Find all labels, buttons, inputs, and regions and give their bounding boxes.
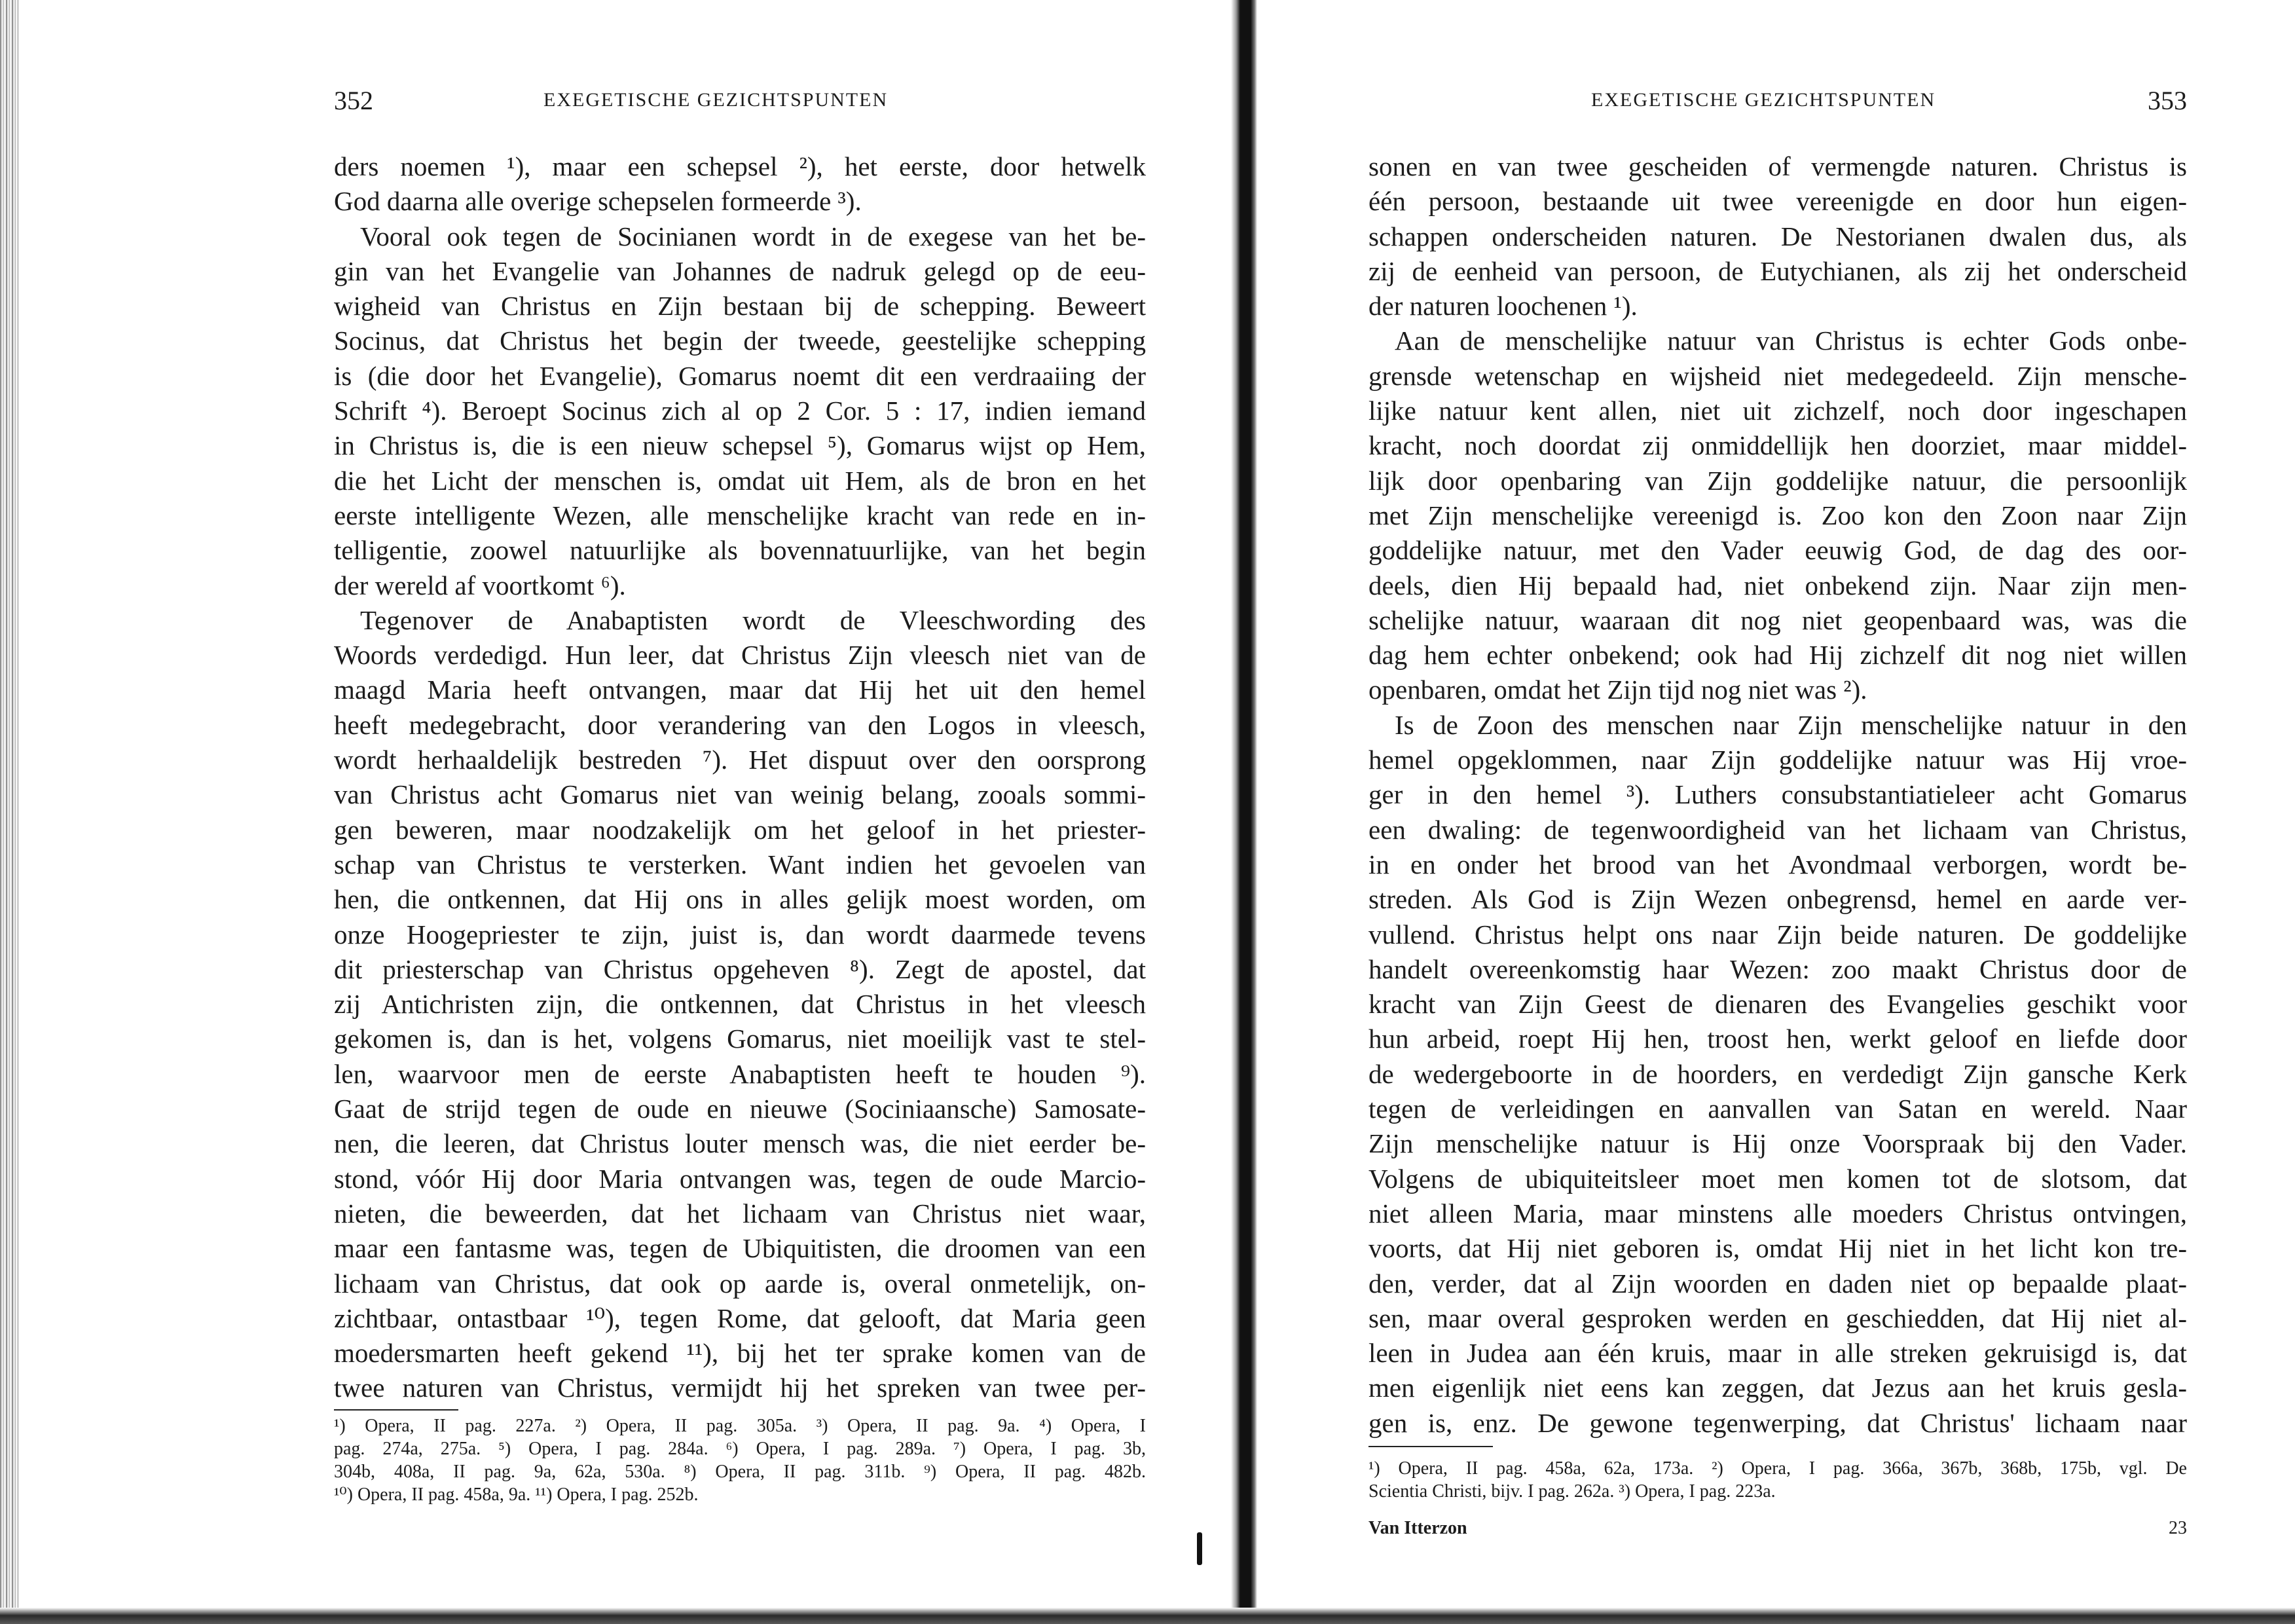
running-title-right: EXEGETISCHE GEZICHTSPUNTEN (1591, 89, 1936, 111)
running-head-right (1368, 85, 2187, 124)
right-footnotes (1368, 1457, 2187, 1503)
text-line: twee naturen van Christus, vermijdt hij het spreken van twee per- (334, 1373, 1146, 1403)
text-line: lichaam van Christus, dat ook op aarde is, overal onmetelijk, on- (334, 1268, 1146, 1299)
text-line: voorts, dat Hij niet geboren is, omdat Hij niet in het licht kon tre- (1368, 1233, 2187, 1264)
text-line: hun arbeid, roept Hij hen, troost hen, werkt geloof en liefde door (1368, 1024, 2187, 1054)
text-line: dag hem echter onbekend; ook had Hij zichzelf dit nog niet willen (1368, 640, 2187, 671)
footnote-line: ¹) Opera, II pag. 458a, 62a, 173a. ²) Opera, I pag. 366a, 367b, 368b, 175b, vgl. De (1368, 1458, 2187, 1479)
text-line: tegen de verleidingen en aanvallen van Satan en wereld. Naar (1368, 1094, 2187, 1124)
text-line: schelijke natuur, waaraan dit nog niet geopenbaard was, was die (1368, 604, 2187, 635)
text-line: wigheid van Christus en Zijn bestaan bij de schepping. Beweert (334, 291, 1146, 322)
text-line: maagd Maria heeft ontvangen, maar dat Hij het uit den hemel (334, 674, 1146, 705)
ink-mark (1197, 1532, 1202, 1565)
text-line: kracht van Zijn Geest de dienaren des Evangelies geschikt voor (1368, 989, 2187, 1020)
left-footnotes (334, 1414, 1146, 1506)
text-line: den, verder, dat al Zijn woorden en daden niet op bepaalde plaat- (1368, 1268, 2187, 1299)
running-title-left: EXEGETISCHE GEZICHTSPUNTEN (543, 89, 889, 111)
text-line: God daarna alle overige schepselen formeerde ³). (334, 186, 862, 217)
text-line: zij de eenheid van persoon, de Eutychianen, als zij het onderscheid (1368, 255, 2187, 286)
text-line: hemel opgeklommen, naar Zijn goddelijke natuur was Hij vroe- (1368, 745, 2187, 775)
signature-number: 23 (2169, 1518, 2187, 1538)
text-line: de wedergeboorte in de hoorders, en verdedigt Zijn gansche Kerk (1368, 1058, 2187, 1089)
text-line: stond, vóór Hij door Maria ontvangen was, tegen de oude Marcio- (334, 1163, 1146, 1194)
text-line: eerste intelligente Wezen, alle menschelijke kracht van rede en in- (334, 500, 1146, 530)
text-line: wordt herhaaldelijk bestreden ⁷). Het dispuut over den oorsprong (334, 745, 1146, 775)
text-line: zichtbaar, ontastbaar ¹⁰), tegen Rome, dat gelooft, dat Maria geen (334, 1302, 1146, 1333)
page-number-left: 352 (334, 86, 373, 115)
text-line: schappen onderscheiden naturen. De Nestorianen dwalen dus, als (1368, 221, 2187, 251)
text-line: die het Licht der menschen is, omdat uit Hem, als de bron en het (334, 465, 1146, 496)
text-line: gin van het Evangelie van Johannes de nadruk gelegd op de eeu- (334, 255, 1146, 286)
text-line: Vooral ook tegen de Socinianen wordt in de exegese van het be- (360, 221, 1146, 251)
text-line: is (die door het Evangelie), Gomarus noemt dit een verdraaiing der (334, 360, 1146, 391)
text-line: een dwaling: de tegenwoordigheid van het lichaam van Christus, (1368, 814, 2187, 845)
text-line: in Christus is, die is een nieuw schepsel ⁵), Gomarus wijst op Hem, (334, 430, 1146, 461)
text-line: niet alleen Maria, maar minstens alle moeders Christus ontvingen, (1368, 1198, 2187, 1228)
text-line: nieten, die beweerden, dat het lichaam van Christus niet waar, (334, 1198, 1146, 1228)
left-page (314, 0, 1146, 1598)
text-line: len, waarvoor men de eerste Anabaptisten heeft te houden ⁹). (334, 1058, 1146, 1089)
text-line: streden. Als God is Zijn Wezen onbegrensd, hemel en aarde ver- (1368, 884, 2187, 915)
text-line: Tegenover de Anabaptisten wordt de Vleeschwording des (360, 604, 1146, 635)
text-line: schap van Christus te versterken. Want indien het gevoelen van (334, 849, 1146, 879)
text-line: Socinus, dat Christus het begin der tweede, geestelijke schepping (334, 325, 1146, 356)
text-line: gekomen is, dan is het, volgens Gomarus, niet moeilijk vast te stel- (334, 1024, 1146, 1054)
signature-mark: Van Itterzon (1368, 1518, 1467, 1538)
text-line: dit priesterschap van Christus opgeheven ⁸). Zegt de apostel, dat (334, 953, 1146, 984)
text-line: ger in den hemel ³). Luthers consubstantiatieleer acht Gomarus (1368, 779, 2187, 810)
text-line: kracht, noch doordat zij onmiddellijk hen doorziet, maar middel- (1368, 430, 2187, 461)
text-line: ders noemen ¹), maar een schepsel ²), het eerste, door hetwelk (334, 151, 1146, 181)
text-line: sen, maar overal gesproken werden en geschiedden, dat Hij niet al- (1368, 1302, 2187, 1333)
text-line: Woords verdedigd. Hun leer, dat Christus Zijn vleesch niet van de (334, 640, 1146, 671)
text-line: goddelijke natuur, met den Vader eeuwig God, de dag des oor- (1368, 535, 2187, 566)
text-line: deels, dien Hij bepaald had, niet onbekend zijn. Naar zijn men- (1368, 570, 2187, 600)
text-line: Volgens de ubiquiteitsleer moet men komen tot de slotsom, dat (1368, 1163, 2187, 1194)
text-line: met Zijn menschelijke vereenigd is. Zoo kon den Zoon naar Zijn (1368, 500, 2187, 530)
text-line: heeft medegebracht, door verandering van den Logos in vleesch, (334, 709, 1146, 740)
text-line: moedersmarten heeft gekend ¹¹), bij het ter sprake komen van de (334, 1338, 1146, 1369)
right-body-text (1368, 149, 2187, 1441)
right-page (1368, 0, 2187, 1598)
footnote-line: Scientia Christi, bijv. I pag. 262a. ³) Opera, I pag. 223a. (1368, 1481, 1776, 1502)
text-line: handelt overeenkomstig haar Wezen: zoo maakt Christus door de (1368, 953, 2187, 984)
text-line: nen, die leeren, dat Christus louter mensch was, die niet eerder be- (334, 1128, 1146, 1159)
text-line: gen beweren, maar noodzakelijk om het geloof in het priester- (334, 814, 1146, 845)
page-edge-bottom (0, 1608, 2295, 1624)
text-line: leen in Judea aan één kruis, maar in alle streken gekruisigd is, dat (1368, 1338, 2187, 1369)
text-line: openbaren, omdat het Zijn tijd nog niet was ²). (1368, 674, 1867, 705)
book-gutter (1231, 0, 1257, 1624)
left-body-text (334, 149, 1146, 1406)
text-line: hen, die ontkennen, dat Hij ons in alles gelijk moest worden, om (334, 884, 1146, 915)
footnote-rule-right (1368, 1446, 1493, 1447)
page-number-right: 353 (2148, 86, 2187, 115)
running-head-left (314, 85, 1146, 124)
text-line: van Christus acht Gomarus niet van weinig belang, zooals sommi- (334, 779, 1146, 810)
page-edge-left (0, 0, 18, 1624)
text-line: Zijn menschelijke natuur is Hij onze Voorspraak bij den Vader. (1368, 1128, 2187, 1159)
footnote-line: ¹⁰) Opera, II pag. 458a, 9a. ¹¹) Opera, I pag. 252b. (334, 1485, 699, 1505)
footnote-line: pag. 274a, 275a. ⁵) Opera, I pag. 284a. ⁶) Opera, I pag. 289a. ⁷) Opera, I pag. 3b, (334, 1439, 1146, 1459)
text-line: Schrift ⁴). Beroept Socinus zich al op 2 Cor. 5 : 17, indien iemand (334, 396, 1146, 426)
footnote-line: 304b, 408a, II pag. 9a, 62a, 530a. ⁸) Opera, II pag. 311b. ⁹) Opera, II pag. 482b. (334, 1462, 1146, 1482)
text-line: grensde wetenschap en wijsheid niet medegedeeld. Zijn mensche- (1368, 360, 2187, 391)
text-line: gen is, enz. De gewone tegenwerping, dat Christus' lichaam naar (1368, 1407, 2187, 1438)
text-line: telligentie, zoowel natuurlijke als bovennatuurlijke, van het begin (334, 535, 1146, 566)
footnote-rule-left (334, 1409, 458, 1411)
text-line: lijk door openbaring van Zijn goddelijke natuur, die persoonlijk (1368, 465, 2187, 496)
text-line: lijke natuur kent allen, niet uit zichzelf, noch door ingeschapen (1368, 396, 2187, 426)
text-line: der naturen loochenen ¹). (1368, 291, 1638, 322)
text-line: sonen en van twee gescheiden of vermengde naturen. Christus is (1368, 151, 2187, 181)
text-line: zij Antichristen zijn, die ontkennen, dat Christus in het vleesch (334, 989, 1146, 1020)
text-line: in en onder het brood van het Avondmaal verborgen, wordt be- (1368, 849, 2187, 879)
text-line: Gaat de strijd tegen de oude en nieuwe (Sociniaansche) Samosate- (334, 1094, 1146, 1124)
text-line: één persoon, bestaande uit twee vereenigde en door hun eigen- (1368, 186, 2187, 217)
text-line: men eigenlijk niet eens kan zeggen, dat Jezus aan het kruis gesla- (1368, 1373, 2187, 1403)
text-line: Is de Zoon des menschen naar Zijn menschelijke natuur in den (1395, 709, 2187, 740)
text-line: maar een fantasme was, tegen de Ubiquitisten, die droomen van een (334, 1233, 1146, 1264)
text-line: vullend. Christus helpt ons naar Zijn beide naturen. De goddelijke (1368, 919, 2187, 950)
text-line: der wereld af voortkomt ⁶). (334, 570, 626, 600)
footnote-line: ¹) Opera, II pag. 227a. ²) Opera, II pag. 305a. ³) Opera, II pag. 9a. ⁴) Opera, I (334, 1416, 1146, 1436)
text-line: onze Hoogepriester te zijn, juist is, dan wordt daarmede tevens (334, 919, 1146, 950)
text-line: Aan de menschelijke natuur van Christus is echter Gods onbe- (1395, 325, 2187, 356)
